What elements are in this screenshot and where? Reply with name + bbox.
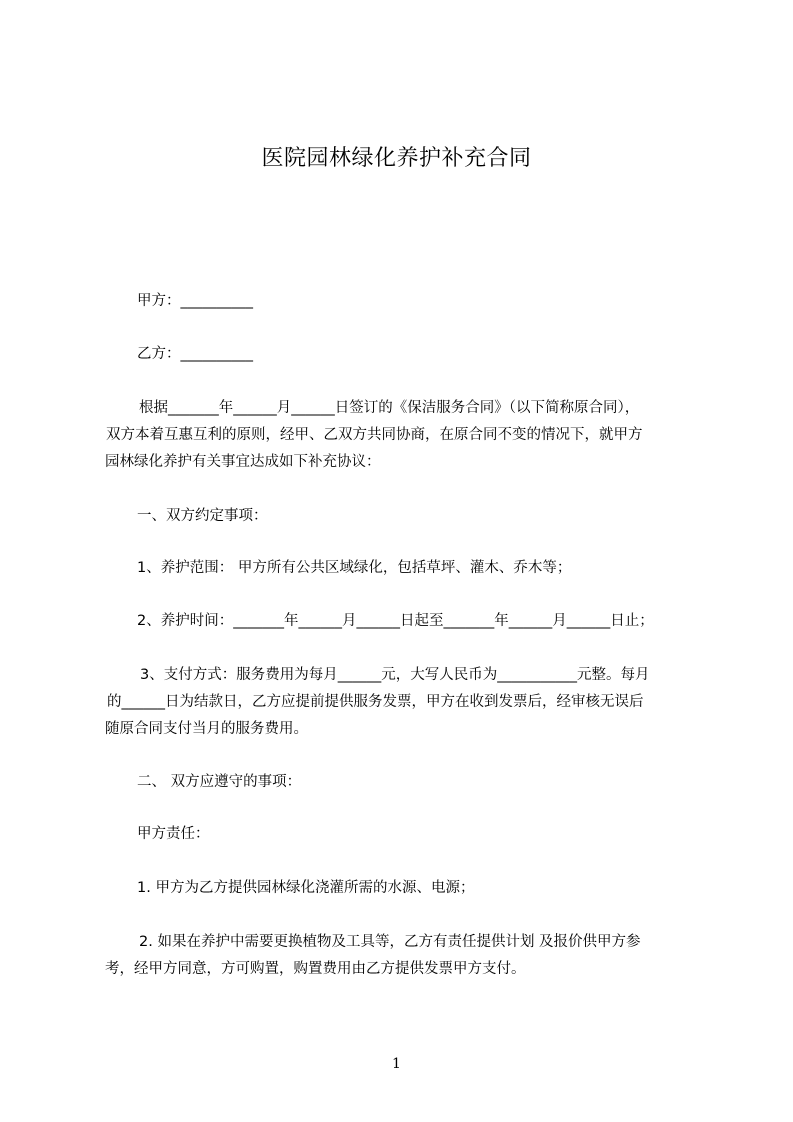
item-3-line-3: 随原合同支付当月的服务费用。 <box>105 721 308 737</box>
party-a-line: 甲方：__________ <box>137 293 253 309</box>
intro-line-2: 双方本着互惠互利的原则，经甲、乙双方共同协商，在原合同不变的情况下，就甲方 <box>106 427 643 443</box>
intro-line-3: 园林绿化养护有关事宜达成如下补充协议： <box>105 454 381 470</box>
party-a-duty-heading: 甲方责任： <box>137 826 210 842</box>
item-3-line-2: 的______日为结款日，乙方应提前提供服务发票，甲方在收到发票后，经审核无误后 <box>107 694 644 710</box>
duty-2-line-1: 2. 如果在养护中需要更换植物及工具等，乙方有责任提供计划 及报价供甲方参 <box>139 934 641 950</box>
page-number: 1 <box>392 1056 401 1072</box>
item-3-line-1: 3、支付方式：服务费用为每月______元，大写人民币为___________元整。每月 <box>140 667 650 683</box>
item-1: 1、养护范围： 甲方所有公共区域绿化，包括草坪、灌木、乔木等； <box>137 560 572 576</box>
document-title: 医院园林绿化养护补充合同 <box>261 146 532 171</box>
party-b-line: 乙方：__________ <box>137 346 253 362</box>
section-1-heading: 一、双方约定事项： <box>137 508 268 524</box>
item-2: 2、养护时间：_______年______月______日起至_______年______月______日止； <box>137 613 654 629</box>
intro-line-1: 根据_______年______月______日签订的《保洁服务合同》（以下简称原合同）， <box>139 400 640 416</box>
section-2-heading: 二、 双方应遵守的事项： <box>137 774 302 790</box>
duty-1: 1. 甲方为乙方提供园林绿化浇灌所需的水源、电源； <box>137 880 475 896</box>
duty-2-line-2: 考，经甲方同意，方可购置，购置费用由乙方提供发票甲方支付。 <box>105 961 526 977</box>
